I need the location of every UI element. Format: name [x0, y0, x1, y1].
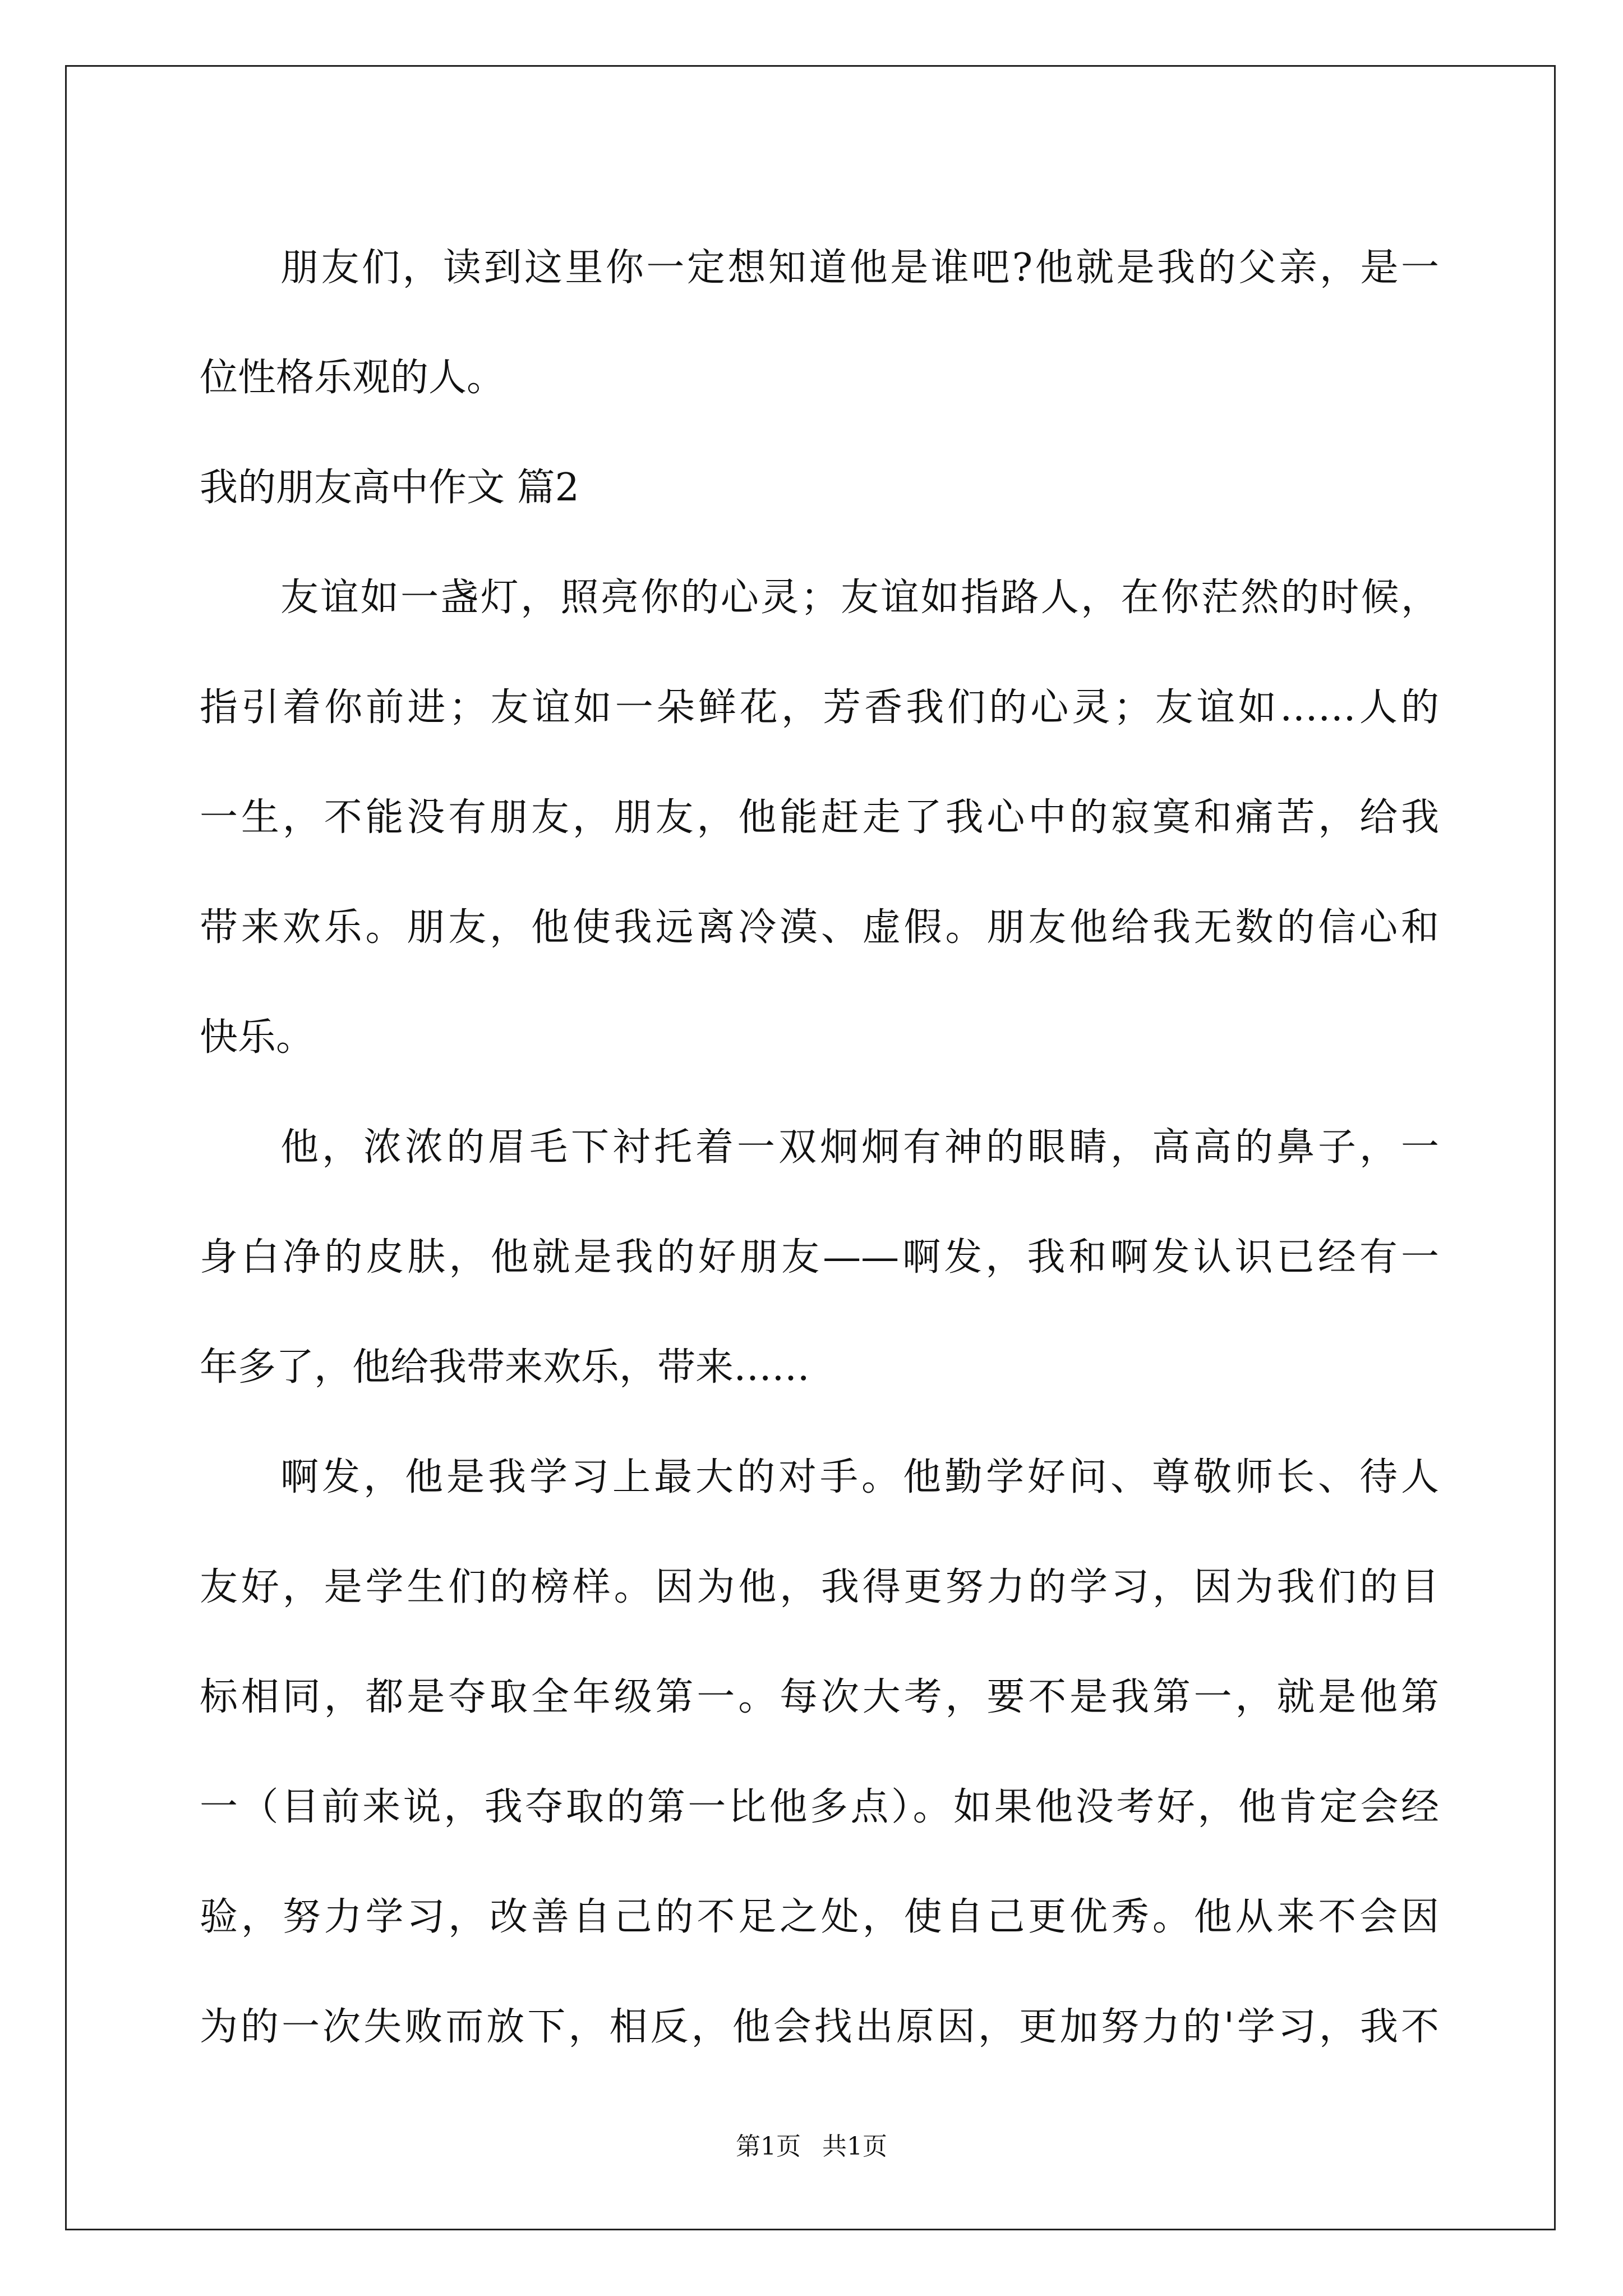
page-footer [0, 2126, 1623, 2162]
paragraph-3-line-2: 身白净的皮肤，他就是我的好朋友——啊发，我和啊发认识已经有一 [200, 1235, 1439, 1280]
paragraph-1-line-1: 朋友们，读到这里你一定想知道他是谁吧?他就是我的父亲，是一 [280, 246, 1439, 290]
paragraph-3-line-1: 他，浓浓的眉毛下衬托着一双炯炯有神的眼睛，高高的鼻子，一 [280, 1125, 1439, 1170]
paragraph-4-line-2: 友好，是学生们的榜样。因为他，我得更努力的学习，因为我们的目 [200, 1565, 1439, 1609]
section-heading: 我的朋友高中作文 篇2 [200, 466, 579, 510]
paragraph-2-line-4: 带来欢乐。朋友，他使我远离冷漠、虚假。朋友他给我无数的信心和 [200, 905, 1439, 950]
document-body [200, 213, 1439, 2082]
paragraph-2-line-1: 友谊如一盏灯，照亮你的心灵；友谊如指路人，在你茫然的时候， [280, 576, 1439, 620]
page-number-current: 第1页 [736, 2132, 801, 2161]
page-number-total: 共1页 [822, 2132, 887, 2161]
paragraph-4-line-4: 一（目前来说，我夺取的第一比他多点）。如果他没考好，他肯定会经 [200, 1785, 1439, 1829]
paragraph-4-line-6: 为的一次失败而放下，相反，他会找出原因，更加努力的'学习，我不 [200, 2005, 1439, 2049]
paragraph-2-line-2: 指引着你前进；友谊如一朵鲜花，芳香我们的心灵；友谊如……人的 [200, 685, 1439, 730]
paragraph-2-line-3: 一生，不能没有朋友，朋友，他能赶走了我心中的寂寞和痛苦，给我 [200, 795, 1439, 840]
paragraph-1-line-2: 位性格乐观的人。 [200, 356, 505, 400]
paragraph-4-line-5: 验，努力学习，改善自己的不足之处，使自己更优秀。他从来不会因 [200, 1895, 1439, 1939]
paragraph-4-line-3: 标相同，都是夺取全年级第一。每次大考，要不是我第一，就是他第 [200, 1675, 1439, 1719]
paragraph-3-line-3: 年多了，他给我带来欢乐，带来…… [200, 1345, 810, 1389]
paragraph-4-line-1: 啊发，他是我学习上最大的对手。他勤学好问、尊敬师长、待人 [280, 1455, 1439, 1499]
paragraph-2-line-5: 快乐。 [200, 1015, 315, 1060]
